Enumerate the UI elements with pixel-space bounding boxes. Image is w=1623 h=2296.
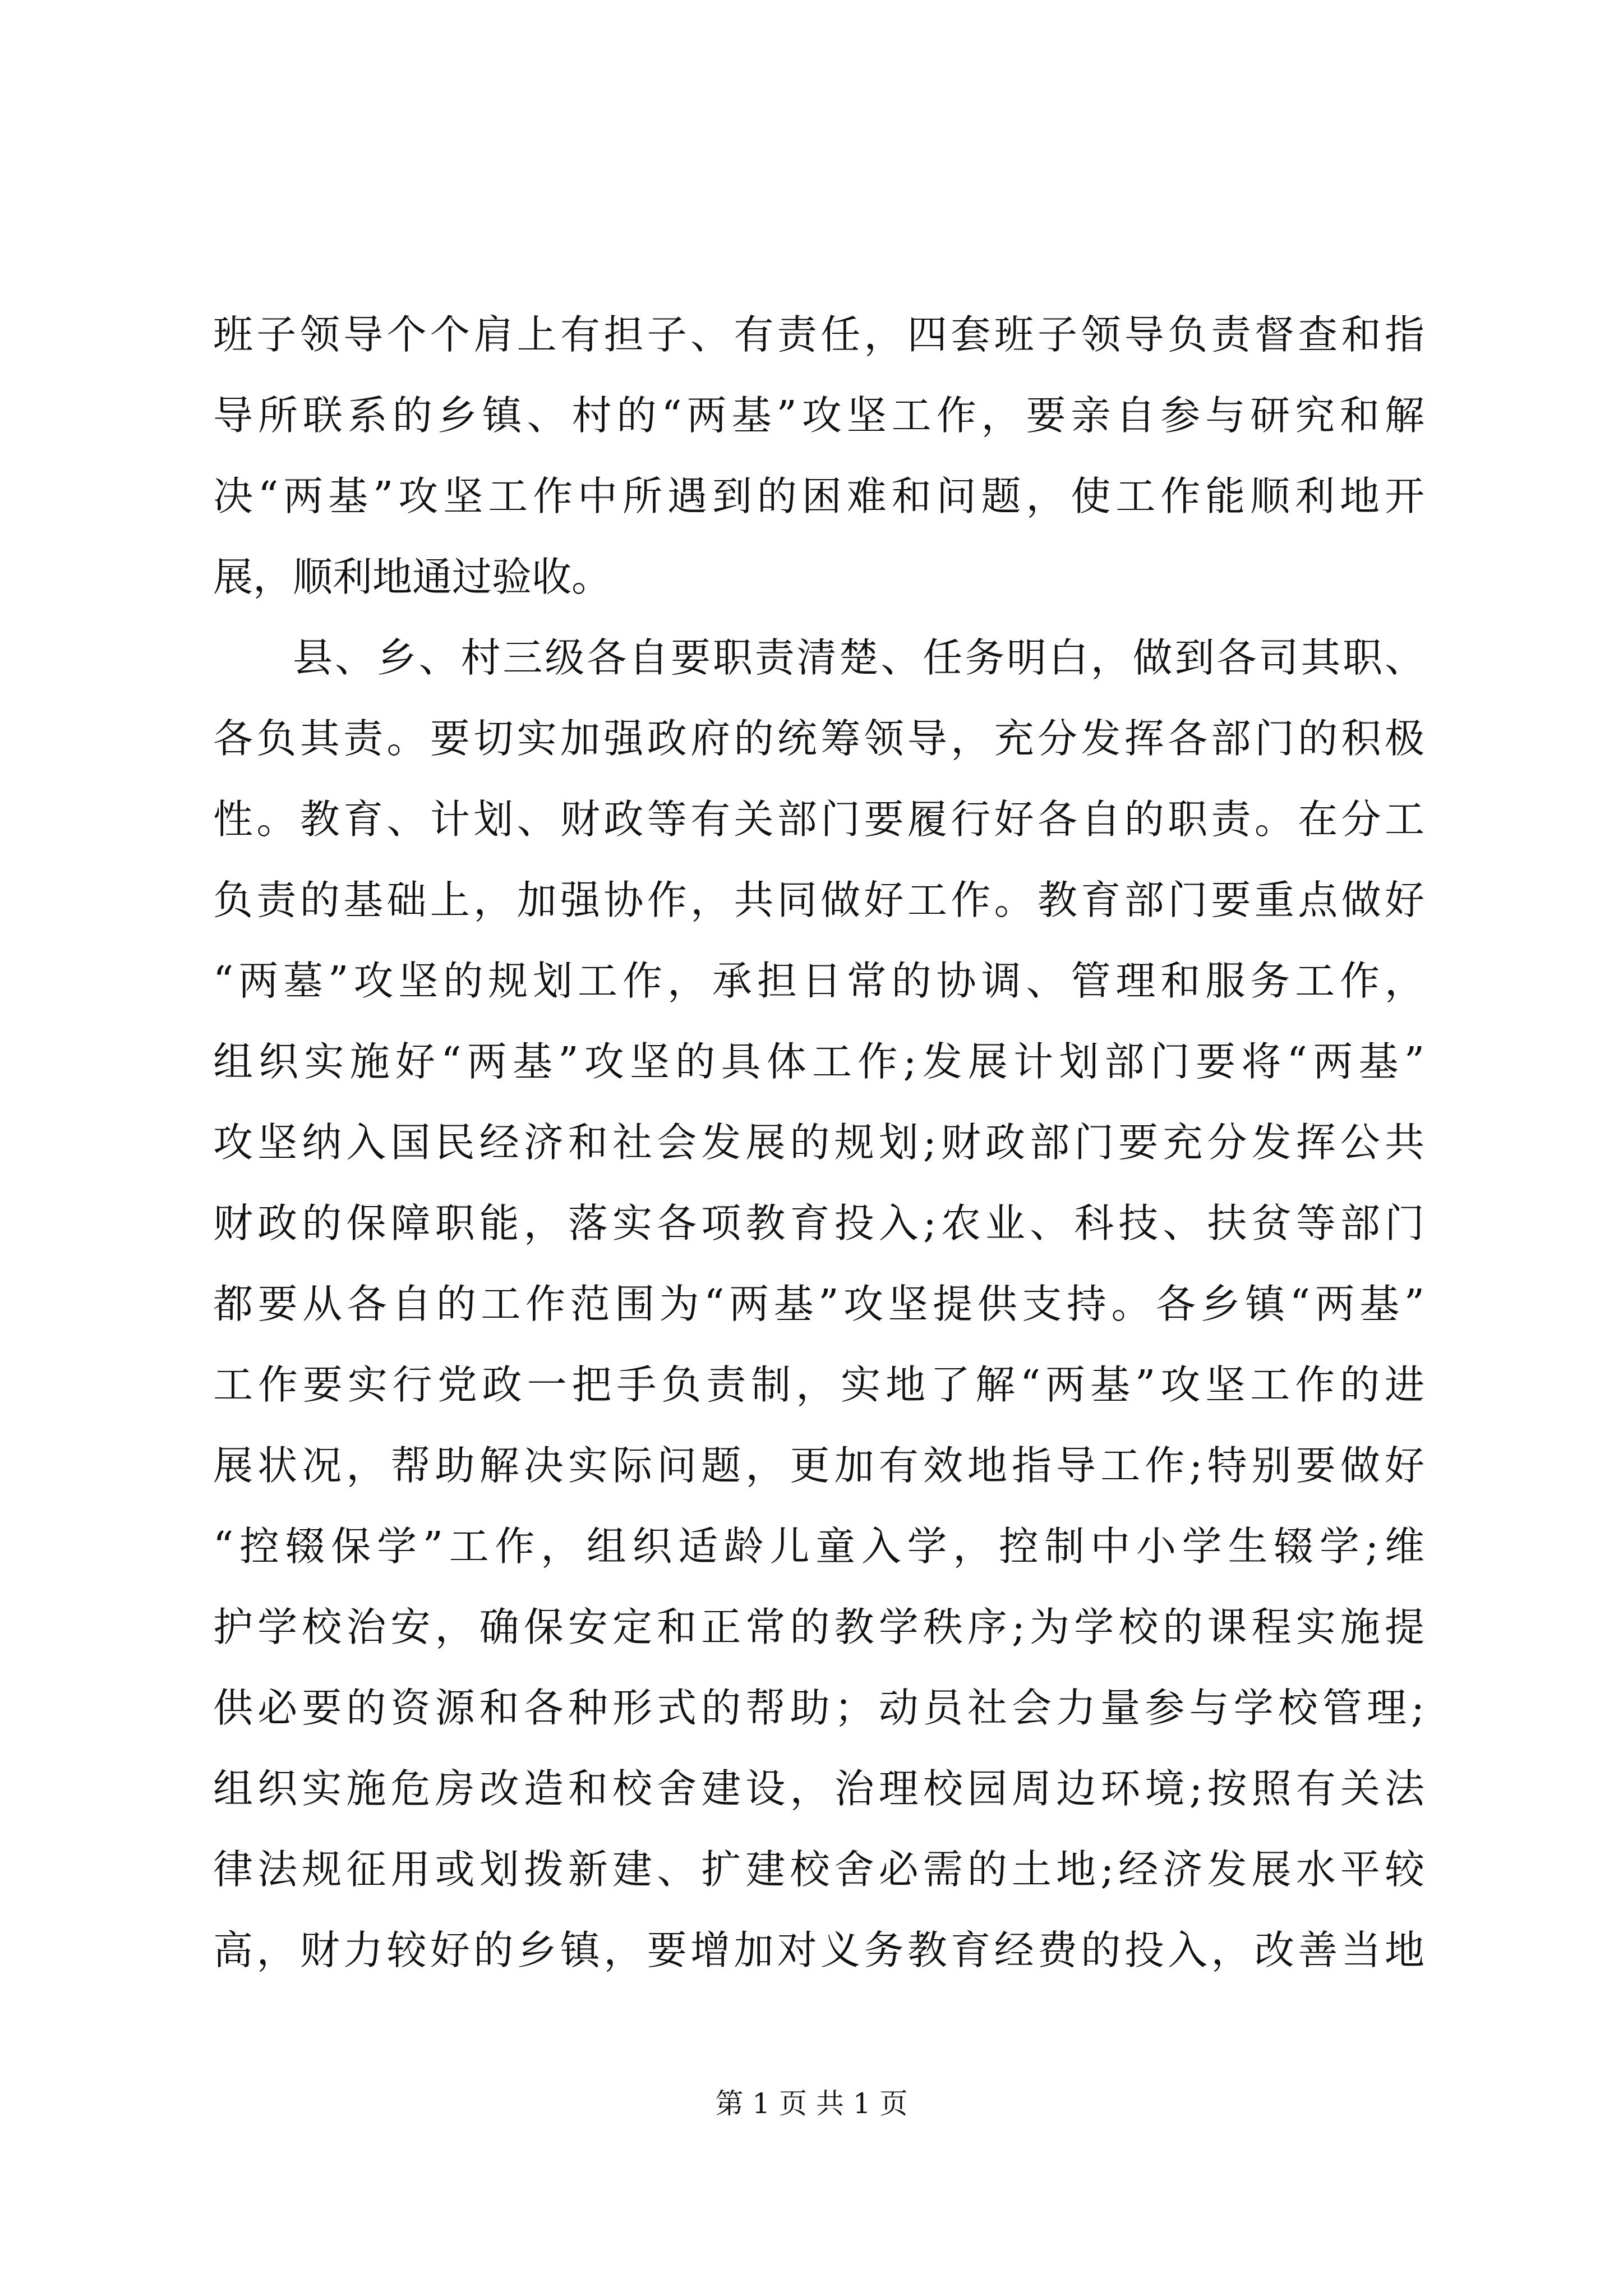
- paragraph-2: [213, 618, 1424, 1991]
- text-line: 班子领导个个肩上有担子、有责任，四套班子领导负责督查和指: [213, 311, 1424, 358]
- paragraph-1: [213, 295, 1424, 618]
- body-text: [213, 295, 1424, 1991]
- text-line: 负责的基础上，加强协作，共同做好工作。教育部门要重点做好: [213, 877, 1424, 923]
- text-line: 护学校治安，确保安定和正常的教学秩序;为学校的课程实施提: [213, 1604, 1424, 1650]
- text-line: 决“两基”攻坚工作中所遇到的困难和问题，使工作能顺利地开: [213, 473, 1424, 519]
- page-number-footer: 第 1 页 共 1 页: [715, 2087, 908, 2120]
- text-line: 工作要实行党政一把手负责制，实地了解“两基”攻坚工作的进: [213, 1361, 1424, 1408]
- text-line: “控辍保学”工作，组织适龄儿童入学，控制中小学生辍学;维: [213, 1523, 1424, 1570]
- text-line: 导所联系的乡镇、村的“两基”攻坚工作，要亲自参与研究和解: [213, 392, 1424, 439]
- text-line: “两墓”攻坚的规划工作，承担日常的协调、管理和服务工作，: [213, 958, 1424, 1004]
- text-line: 组织实施好“两基”攻坚的具体工作;发展计划部门要将“两基”: [213, 1038, 1424, 1085]
- text-line: 县、乡、村三级各自要职责清楚、任务明白，做到各司其职、: [293, 634, 1424, 681]
- text-line: 展状况，帮助解决实际问题，更加有效地指导工作;特别要做好: [213, 1442, 1424, 1489]
- text-line: 高，财力较好的乡镇，要增加对义务教育经费的投入，改善当地: [213, 1927, 1424, 1973]
- text-line: 展，顺利地通过验收。: [213, 554, 612, 600]
- text-line: 各负其责。要切实加强政府的统筹领导，充分发挥各部门的积极: [213, 715, 1424, 762]
- text-line: 组织实施危房改造和校舍建设，治理校园周边环境;按照有关法: [213, 1765, 1424, 1812]
- text-line: 律法规征用或划拨新建、扩建校舍必需的土地;经济发展水平较: [213, 1846, 1424, 1893]
- text-line: 财政的保障职能，落实各项教育投入;农业、科技、扶贫等部门: [213, 1200, 1424, 1246]
- text-line: 供必要的资源和各种形式的帮助；动员社会力量参与学校管理;: [213, 1685, 1424, 1731]
- text-line: 性。教育、计划、财政等有关部门要履行好各自的职责。在分工: [213, 796, 1424, 843]
- text-line: 都要从各自的工作范围为“两基”攻坚提供支持。各乡镇“两基”: [213, 1281, 1424, 1327]
- text-line: 攻坚纳入国民经济和社会发展的规划;财政部门要充分发挥公共: [213, 1119, 1424, 1166]
